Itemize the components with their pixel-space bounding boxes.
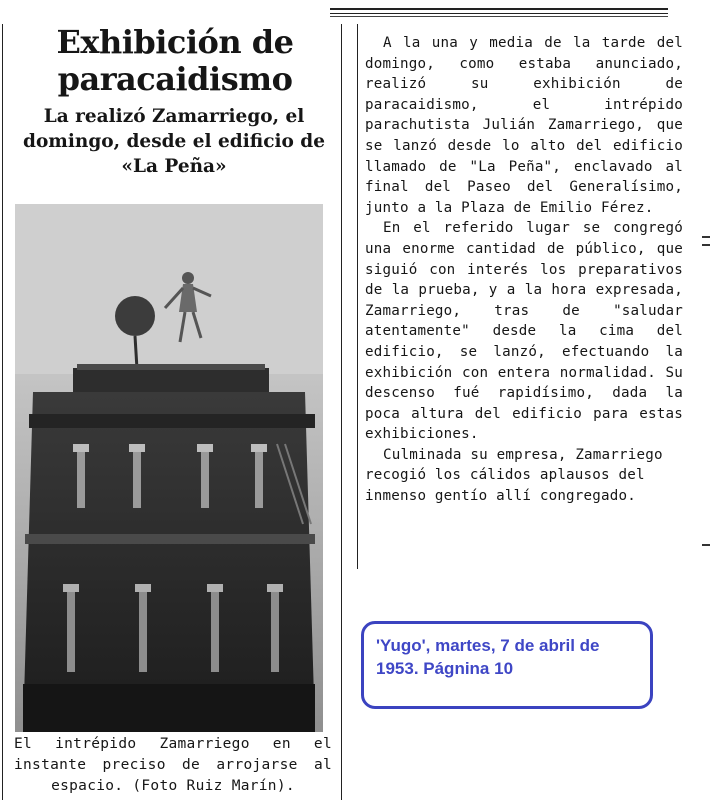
- source-annotation-box: [361, 621, 653, 709]
- top-rule: [330, 8, 668, 14]
- subheadline: La realizó Zamarriego, el domingo, desde el edificio de «La Peña»: [23, 106, 325, 177]
- edge-mark: [702, 244, 710, 246]
- edge-mark: [702, 544, 710, 546]
- top-rule-thin: [330, 16, 668, 17]
- column-rule-left: [2, 24, 3, 800]
- building-photo-illustration: [15, 204, 323, 732]
- article-body: [365, 33, 683, 507]
- article-paragraph: A la una y media de la tarde del domingo, como estaba anunciado, realizó su exhibición de paracaidismo, el intrépido parachutista Julián Zamarriego, que se lanzó desde lo alto del edificio llamado de "La Peña", enclavado al final del Paseo del Generalísimo, junto a la Plaza de Emilio Férez.: [365, 35, 683, 216]
- source-annotation-text: 'Yugo', martes, 7 de abril de 1953. Págnina 10: [376, 636, 600, 678]
- article-paragraph: En el referido lugar se congregó una enorme cantidad de público, que siguió con interés los preparativos de la prueba, y a la hora expresada, Zamarriego, tras de "saludar atentamente" desde la cima del edificio, se lanzó, efectuando la exhibición con entera normalidad. Su descenso fué rapidísimo, dada la poca altura del edificio para estas exhibiciones.: [365, 220, 683, 443]
- column-rule-middle: [341, 24, 342, 800]
- headline: Exhibición de paracaidismo: [56, 23, 294, 98]
- photo-caption: El intrépido Zamarriego en el instante preciso de arrojarse al espacio. (Foto Ruiz Marín).: [14, 736, 332, 794]
- news-photo: [15, 204, 323, 732]
- column-rule-middle-inner: [357, 24, 358, 569]
- edge-mark: [702, 236, 710, 238]
- article-paragraph: Culminada su empresa, Zamarriego recogió los cálidos aplausos del inmenso gentío allí congregado.: [365, 446, 663, 505]
